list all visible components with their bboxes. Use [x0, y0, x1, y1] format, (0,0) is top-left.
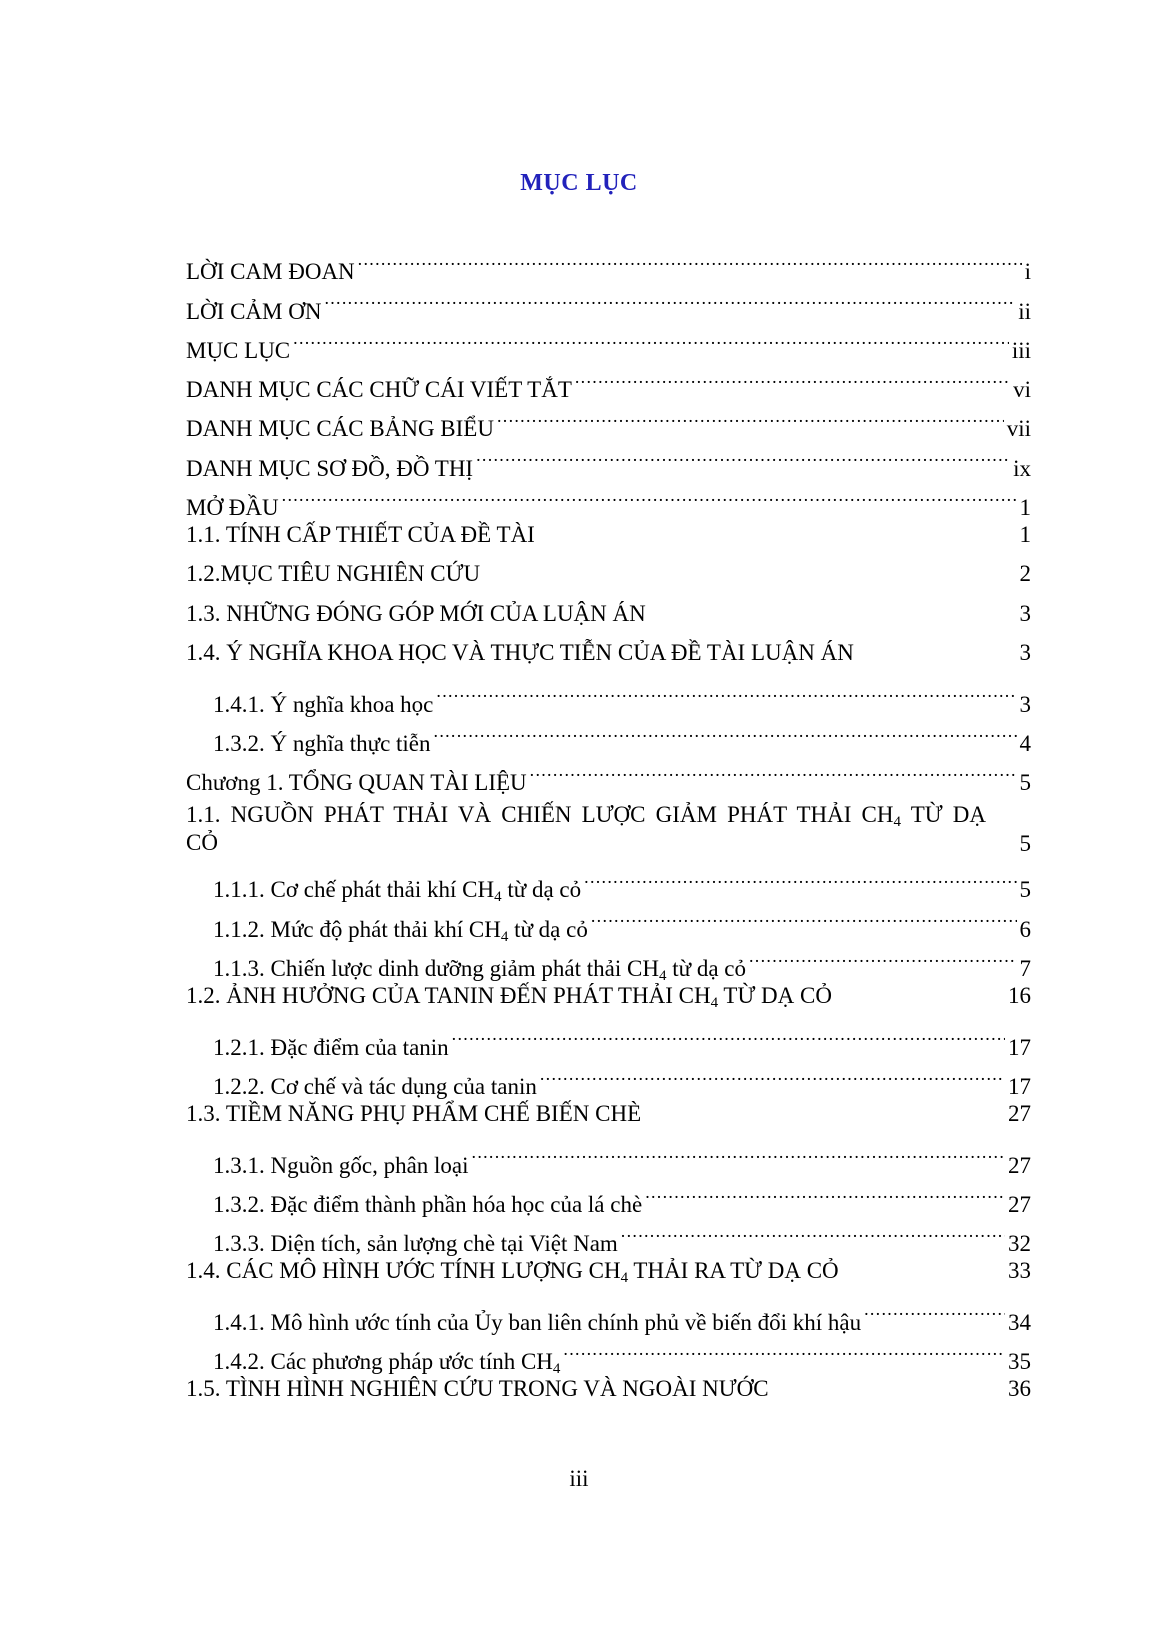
dot-leader — [591, 897, 1017, 936]
dot-leader — [293, 319, 1009, 358]
toc-page-number: vii — [1006, 416, 1031, 442]
dot-leader — [434, 712, 1017, 751]
toc-label: 1.1.1. Cơ chế phát thải khí $CH_4$ từ dạ cỏ — [213, 877, 582, 906]
toc-entry[interactable] — [186, 1251, 1031, 1290]
toc-label: DANH MỤC SƠ ĐỒ, ĐỒ THỊ — [186, 455, 474, 481]
dot-leader — [452, 1015, 1005, 1054]
toc-label: 1.4.1. Mô hình ước tính của Ủy ban liên chính phủ về biến đổi khí hậu — [213, 1309, 862, 1335]
toc-page-number: ix — [1013, 455, 1031, 481]
toc-page-number: 27 — [1008, 1191, 1031, 1217]
toc-label: DANH MỤC CÁC CHỮ CÁI VIẾT TẮT — [186, 377, 572, 403]
toc-label: 1.2.2. Cơ chế và tác dụng của tanin — [213, 1073, 537, 1099]
toc-page-number: 17 — [1008, 1034, 1031, 1060]
dot-leader — [540, 1055, 1005, 1094]
toc-label: LỜI CẢM ƠN — [186, 298, 322, 324]
toc-label: 1.3. NHỮNG ĐÓNG GÓP MỚI CỦA LUẬN ÁN — [186, 600, 646, 626]
toc-label: 1.5. TÌNH HÌNH NGHIÊN CỨU TRONG VÀ NGOÀI NƯỚC — [186, 1376, 769, 1402]
dot-leader — [621, 1212, 1005, 1251]
toc-page-number: 3 — [1019, 600, 1031, 626]
toc-label: 1.4.1. Ý nghĩa khoa học — [213, 691, 434, 717]
toc-label: 1.3.2. Ý nghĩa thực tiễn — [213, 730, 431, 756]
toc-entry[interactable] — [186, 240, 1031, 285]
toc-page-number: 33 — [1008, 1258, 1031, 1284]
toc-entry[interactable] — [186, 790, 1031, 858]
toc-label: 1.3. TIỀM NĂNG PHỤ PHẨM CHẾ BIẾN CHÈ — [186, 1100, 642, 1126]
toc-entry[interactable] — [186, 476, 1031, 521]
toc-label: MỤC LỤC — [186, 337, 291, 363]
toc-entry[interactable] — [186, 358, 1031, 403]
toc-label: MỞ ĐẦU — [186, 495, 279, 521]
toc-entry[interactable] — [186, 1133, 1031, 1178]
dot-leader — [476, 436, 1010, 475]
toc-page-number: 5 — [1019, 877, 1031, 903]
toc-page-number: 7 — [1019, 956, 1031, 982]
toc-label: 1.2.MỤC TIÊU NGHIÊN CỨU — [186, 561, 481, 587]
dot-leader — [282, 476, 1017, 515]
toc-entry[interactable] — [186, 633, 1031, 672]
toc-page-number: 16 — [1008, 983, 1031, 1009]
toc-entry[interactable] — [186, 319, 1031, 363]
dot-leader — [324, 279, 1015, 318]
toc-label: 1.4.2. Các phương pháp ước tính $CH_4$ — [213, 1349, 561, 1378]
dot-leader — [436, 672, 1016, 711]
toc-page-number: 34 — [1008, 1309, 1031, 1335]
dot-leader — [749, 937, 1017, 976]
toc-entry[interactable] — [186, 976, 1031, 1015]
toc-label: 1.4. Ý NGHĨA KHOA HỌC VÀ THỰC TIỄN CỦA ĐỀ TÀI LUẬN ÁN — [186, 639, 854, 665]
toc-label: 1.1. NGUỒN PHÁT THẢI VÀ CHIẾN LƯỢC GIẢM PHÁT THẢI $CH_4$ TỪ DẠ — [186, 802, 986, 831]
footer-page-number: iii — [569, 1466, 589, 1491]
toc-page-number: 3 — [1019, 691, 1031, 717]
toc-label-continued: CỎ — [186, 830, 218, 856]
dot-leader — [530, 751, 1017, 790]
toc-page-number: ii — [1018, 298, 1031, 324]
toc-page-number: 17 — [1008, 1073, 1031, 1099]
dot-leader — [563, 1330, 1005, 1369]
toc-entry[interactable] — [186, 515, 1031, 554]
toc-label: Chương 1. TỔNG QUAN TÀI LIỆU — [186, 770, 527, 796]
dot-leader — [645, 1173, 1005, 1212]
toc-label: LỜI CAM ĐOAN — [186, 259, 355, 285]
toc-page-number: vi — [1013, 377, 1031, 403]
toc-entry[interactable] — [186, 1015, 1031, 1060]
dot-leader — [358, 240, 1022, 279]
toc-label: 1.3.3. Diện tích, sản lượng chè tại Việt Nam — [213, 1231, 618, 1257]
toc-label: 1.2. ẢNH HƯỞNG CỦA TANIN ĐẾN PHÁT THẢI $CH_4$ TỪ DẠ CỎ — [186, 983, 832, 1012]
toc-entry[interactable] — [186, 1369, 1031, 1408]
toc-entry[interactable] — [186, 594, 1031, 633]
toc-label: 1.2.1. Đặc điểm của tanin — [213, 1034, 449, 1060]
page-title: MỤC LỤC — [520, 170, 638, 196]
dot-leader — [575, 358, 1010, 397]
dot-leader — [584, 858, 1016, 897]
toc-entry[interactable] — [186, 858, 1031, 906]
toc-entry[interactable] — [186, 1290, 1031, 1335]
toc-page-number: 3 — [1019, 639, 1031, 665]
dot-leader — [864, 1290, 1005, 1329]
toc-page-number: 5 — [1019, 770, 1031, 796]
toc-entry[interactable] — [186, 672, 1031, 717]
toc-page-number: iii — [1011, 337, 1031, 363]
toc-label: 1.3.1. Nguồn gốc, phân loại — [213, 1152, 469, 1178]
toc-label: 1.3.2. Đặc điểm thành phần hóa học của lá chè — [213, 1191, 643, 1217]
toc-label: DANH MỤC CÁC BẢNG BIỂU — [186, 416, 494, 442]
toc-label: 1.1.2. Mức độ phát thải khí $CH_4$ từ dạ cỏ — [213, 916, 588, 945]
toc-entry[interactable] — [186, 554, 1031, 593]
dot-leader — [472, 1133, 1005, 1172]
toc-page-number: 36 — [1008, 1376, 1031, 1402]
toc-page-number: 6 — [1019, 916, 1031, 942]
toc-page-number: 4 — [1019, 730, 1031, 756]
toc-label: 1.1. TÍNH CẤP THIẾT CỦA ĐỀ TÀI — [186, 522, 535, 548]
toc-page-number: 1 — [1019, 522, 1031, 548]
toc-entry[interactable] — [186, 1094, 1031, 1133]
toc-page-number: 1 — [1019, 495, 1031, 521]
table-of-contents — [186, 240, 1031, 1408]
toc-page-number: 35 — [1008, 1349, 1031, 1375]
toc-page-number: 27 — [1008, 1152, 1031, 1178]
toc-page-number: 27 — [1008, 1100, 1031, 1126]
toc-page-number: 2 — [1019, 561, 1031, 587]
toc-page-number: i — [1024, 259, 1031, 285]
dot-leader — [497, 397, 1004, 436]
toc-label: 1.4. CÁC MÔ HÌNH ƯỚC TÍNH LƯỢNG $CH_4$ THẢI RA TỪ DẠ CỎ — [186, 1258, 839, 1287]
toc-page-number: 5 — [1019, 831, 1031, 857]
toc-label: 1.1.3. Chiến lược dinh dưỡng giảm phát thải $CH_4$ từ dạ cỏ — [213, 956, 746, 985]
toc-page-number: 32 — [1008, 1231, 1031, 1257]
